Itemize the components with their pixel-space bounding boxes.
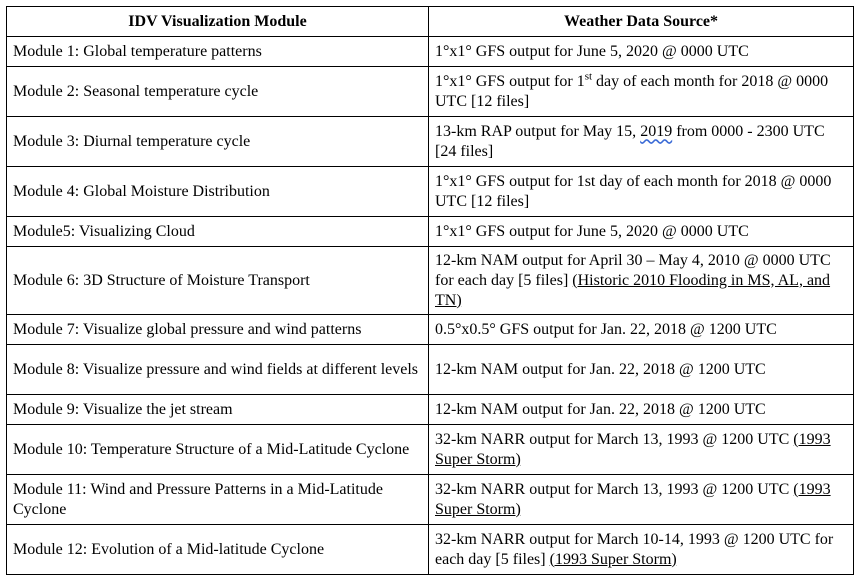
module-cell: Module 3: Diurnal temperature cycle: [7, 117, 429, 167]
source-text: 1°x1° GFS output for 1st day of each month for 2018 @ 0000 UTC [12 files]: [435, 172, 832, 210]
data-source-cell: [429, 345, 854, 395]
source-text: 12-km NAM output for Jan. 22, 2018 @ 1200 UTC: [435, 400, 766, 418]
module-cell: Module 8: Visualize pressure and wind fields at different levels: [7, 345, 429, 395]
table-row: [7, 217, 854, 247]
table-row: [7, 117, 854, 167]
source-link[interactable]: (1993 Super Storm): [435, 480, 831, 518]
table-body: [7, 37, 854, 575]
source-text: 2019: [640, 122, 673, 140]
module-cell: Module 7: Visualize global pressure and wind patterns: [7, 315, 429, 345]
module-cell: Module5: Visualizing Cloud: [7, 217, 429, 247]
superscript-text: st: [584, 70, 593, 83]
module-cell: Module 4: Global Moisture Distribution: [7, 167, 429, 217]
table-row: [7, 345, 854, 395]
source-text: 32-km NARR output for March 10-14, 1993 @ 1200 UTC for each day [5 files]: [435, 530, 834, 568]
source-text: 0.5°x0.5° GFS output for Jan. 22, 2018 @ 1200 UTC: [435, 320, 777, 338]
data-source-cell: [429, 117, 854, 167]
table-row: [7, 167, 854, 217]
data-source-cell: [429, 475, 854, 525]
source-text: 13-km RAP output for May 15,: [435, 122, 641, 140]
module-cell: Module 11: Wind and Pressure Patterns in a Mid-Latitude Cyclone: [7, 475, 429, 525]
table-row: [7, 425, 854, 475]
source-text: 32-km NARR output for March 13, 1993 @ 1200 UTC: [435, 430, 794, 448]
data-source-cell: [429, 217, 854, 247]
table-row: [7, 315, 854, 345]
table-row: [7, 475, 854, 525]
module-cell: Module 9: Visualize the jet stream: [7, 395, 429, 425]
table-row: [7, 247, 854, 315]
data-source-cell: [429, 167, 854, 217]
module-cell: Module 12: Evolution of a Mid-latitude Cyclone: [7, 525, 429, 575]
data-source-cell: [429, 395, 854, 425]
table-row: [7, 525, 854, 575]
source-text: day of each month for 2018 @ 0000 UTC [12 files]: [435, 72, 829, 110]
module-data-source-table: [6, 6, 854, 575]
data-source-cell: [429, 425, 854, 475]
data-source-cell: [429, 315, 854, 345]
header-module: IDV Visualization Module: [7, 7, 429, 37]
source-text: from 0000 - 2300 UTC [24 files]: [435, 122, 825, 160]
source-text: 12-km NAM output for Jan. 22, 2018 @ 1200 UTC: [435, 360, 766, 378]
data-source-cell: [429, 67, 854, 117]
module-cell: Module 1: Global temperature patterns: [7, 37, 429, 67]
source-link[interactable]: (1993 Super Storm): [435, 430, 831, 468]
source-text: 32-km NARR output for March 13, 1993 @ 1200 UTC: [435, 480, 794, 498]
source-text: 1°x1° GFS output for 1: [435, 72, 585, 90]
data-source-cell: [429, 247, 854, 315]
source-text: 12-km NAM output for April 30 – May 4, 2010 @ 0000 UTC for each day [5 files]: [435, 251, 831, 289]
source-link[interactable]: (Historic 2010 Flooding in MS, AL, and TN): [435, 271, 831, 309]
source-link[interactable]: (1993 Super Storm): [549, 550, 677, 568]
module-cell: Module 10: Temperature Structure of a Mid-Latitude Cyclone: [7, 425, 429, 475]
table-row: [7, 395, 854, 425]
data-source-cell: [429, 525, 854, 575]
source-text: 1°x1° GFS output for June 5, 2020 @ 0000 UTC: [435, 42, 749, 60]
data-source-cell: [429, 37, 854, 67]
module-cell: Module 6: 3D Structure of Moisture Transport: [7, 247, 429, 315]
source-text: 1°x1° GFS output for June 5, 2020 @ 0000 UTC: [435, 222, 749, 240]
header-data-source: Weather Data Source*: [429, 7, 854, 37]
table-row: [7, 67, 854, 117]
module-cell: Module 2: Seasonal temperature cycle: [7, 67, 429, 117]
table-header-row: [7, 7, 854, 37]
table-row: [7, 37, 854, 67]
table-wrapper: [6, 6, 854, 575]
